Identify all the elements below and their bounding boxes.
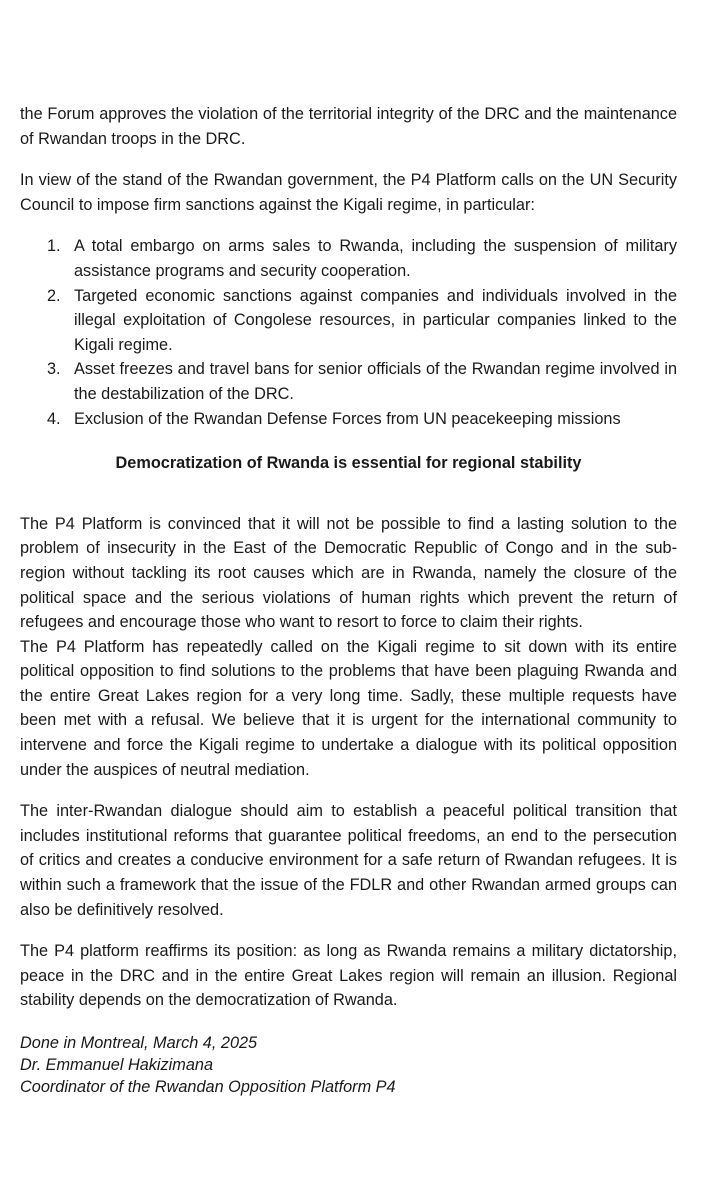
- list-item-text: Targeted economic sanctions against companies and individuals involved in the illegal exploitation of Congolese resources, in particular companies linked to the Kigali regime.: [74, 286, 677, 354]
- list-item: [20, 407, 677, 432]
- document-page: [20, 102, 677, 1098]
- sanctions-list: [20, 234, 677, 431]
- list-item-number: 3.: [47, 360, 61, 379]
- body-paragraph-3: The inter-Rwandan dialogue should aim to establish a peaceful political transition that includes institutional reforms that guarantee political freedoms, an end to the persecution of critics and creates a conducive environment for a safe return of Rwandan refugees. It is within such a framework that the issue of the FDLR and other Rwandan armed groups can also be definitively resolved.: [20, 802, 677, 919]
- list-item-number: 2.: [47, 286, 61, 305]
- intro-paragraph-2: In view of the stand of the Rwandan government, the P4 Platform calls on the UN Security Council to impose firm sanctions against the Kigali regime, in particular:: [20, 171, 677, 214]
- list-item-number: 4.: [47, 409, 61, 428]
- signature-title: Coordinator of the Rwandan Opposition Platform P4: [20, 1078, 396, 1096]
- signature-block: [20, 1032, 677, 1098]
- list-item-text: Asset freezes and travel bans for senior officials of the Rwandan regime involved in the destabilization of the DRC.: [74, 360, 677, 403]
- list-item: [20, 234, 677, 283]
- list-item: [20, 284, 677, 358]
- section-heading: Democratization of Rwanda is essential for regional stability: [115, 454, 582, 473]
- list-item-number: 1.: [47, 237, 61, 256]
- list-item: [20, 357, 677, 406]
- signature-place-date: Done in Montreal, March 4, 2025: [20, 1034, 258, 1052]
- body-paragraph-1: The P4 Platform is convinced that it will not be possible to find a lasting solution to the problem of insecurity in the East of the Democratic Republic of Congo and in the sub-region without tackling its root causes which are in Rwanda, namely the closure of the political space and the serious violations of human rights which prevent the return of refugees and encourage those who want to resort to force to claim their rights.: [20, 514, 677, 632]
- intro-paragraph-1: the Forum approves the violation of the territorial integrity of the DRC and the maintenance of Rwandan troops in the DRC.: [20, 105, 677, 148]
- body-paragraph-2: The P4 Platform has repeatedly called on the Kigali regime to sit down with its entire political opposition to find solutions to the problems that have been plaguing Rwanda and the entire Great Lakes region for a very long time. Sadly, these multiple requests have been met with a refusal. We believe that it is urgent for the international community to intervene and force the Kigali regime to undertake a dialogue with its political opposition under the auspices of neutral mediation.: [20, 637, 677, 779]
- list-item-text: Exclusion of the Rwandan Defense Forces from UN peacekeeping missions: [74, 409, 621, 428]
- body-paragraph-4: The P4 platform reaffirms its position: as long as Rwanda remains a military dictatorship, peace in the DRC and in the entire Great Lakes region will remain an illusion. Regional stability depends on the democratization of Rwanda.: [20, 942, 677, 1010]
- signature-name: Dr. Emmanuel Hakizimana: [20, 1056, 214, 1074]
- list-item-text: A total embargo on arms sales to Rwanda, including the suspension of military assistance programs and security cooperation.: [74, 237, 677, 280]
